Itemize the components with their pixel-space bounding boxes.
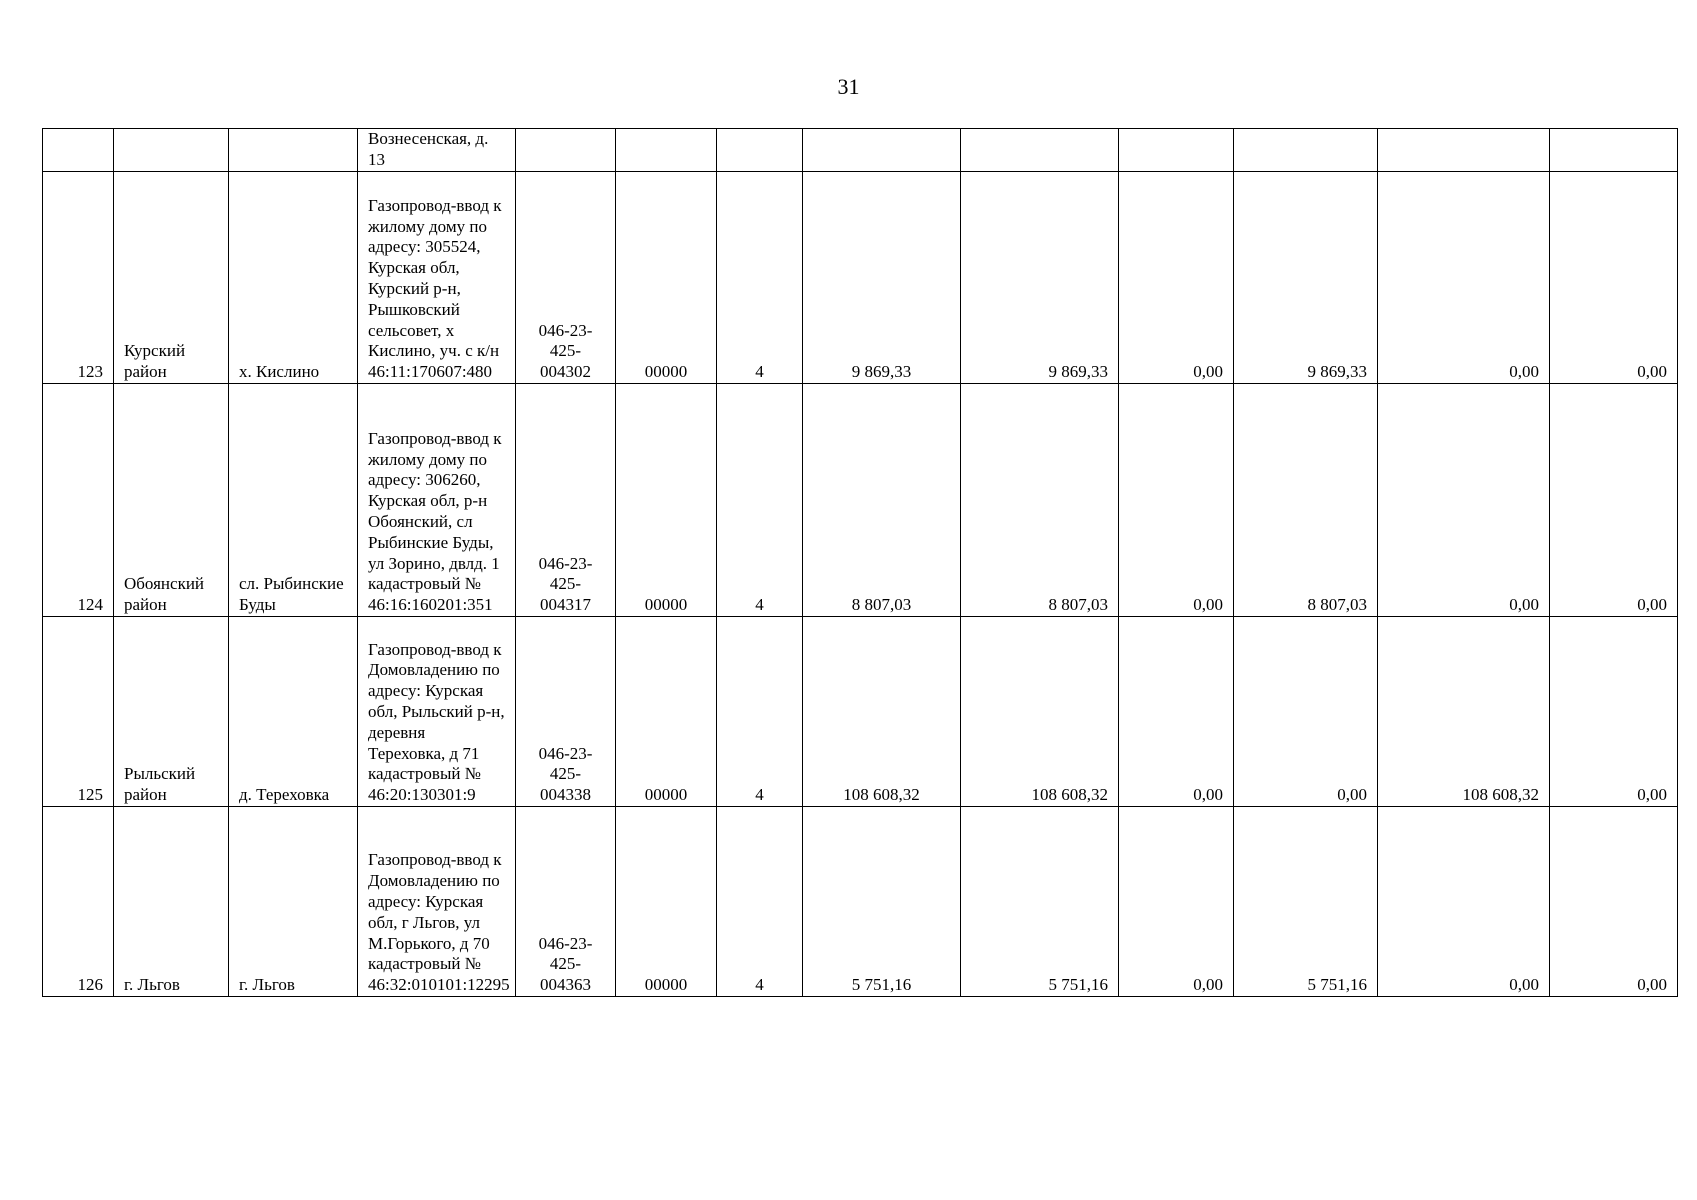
cell-col13: 0,00 [1550, 172, 1678, 384]
cell-description: Вознесенская, д. 13 [358, 129, 516, 172]
cell-locality: г. Льгов [229, 807, 358, 997]
cell-group [717, 129, 803, 172]
cell-col13: 0,00 [1550, 807, 1678, 997]
cell-total: 9 869,33 [803, 172, 961, 384]
cell-code: 046-23-425-004317 [516, 384, 616, 617]
table-row [43, 617, 1678, 807]
cell-col10: 0,00 [1119, 807, 1234, 997]
cell-num: 123 [43, 172, 114, 384]
page-number: 31 [837, 74, 860, 99]
cell-district [114, 129, 229, 172]
cell-code [516, 129, 616, 172]
cell-col12: 108 608,32 [1378, 617, 1550, 807]
cell-description: Газопровод-ввод к жилому дому по адресу: 305524, Курская обл, Курский р-н, Рышковский сельсовет, х Кислино, уч. с к/н 46:11:170607:480 [358, 172, 516, 384]
cell-code2: 00000 [616, 807, 717, 997]
cell-district: Рыльский район [114, 617, 229, 807]
cell-col12: 0,00 [1378, 172, 1550, 384]
cell-num [43, 129, 114, 172]
cell-col11: 5 751,16 [1234, 807, 1378, 997]
cell-col9 [961, 129, 1119, 172]
cell-col13 [1550, 129, 1678, 172]
cell-description: Газопровод-ввод к жилому дому по адресу: 306260, Курская обл, р-н Обоянский, сл Рыбинские Буды, ул Зорино, двлд. 1 кадастровый № 46:16:160201:351 [358, 384, 516, 617]
cell-col9: 108 608,32 [961, 617, 1119, 807]
cell-col12: 0,00 [1378, 807, 1550, 997]
cell-description: Газопровод-ввод к Домовладению по адресу: Курская обл, Рыльский р-н, деревня Тереховка, д 71 кадастровый № 46:20:130301:9 [358, 617, 516, 807]
cell-col12: 0,00 [1378, 384, 1550, 617]
cell-code: 046-23-425-004302 [516, 172, 616, 384]
cell-col12 [1378, 129, 1550, 172]
cell-col10: 0,00 [1119, 172, 1234, 384]
cell-col11 [1234, 129, 1378, 172]
cell-group: 4 [717, 384, 803, 617]
cell-locality: д. Тереховка [229, 617, 358, 807]
cell-col10: 0,00 [1119, 384, 1234, 617]
cell-code2: 00000 [616, 384, 717, 617]
registry-table [42, 128, 1678, 997]
cell-col9: 5 751,16 [961, 807, 1119, 997]
cell-group: 4 [717, 617, 803, 807]
cell-group: 4 [717, 807, 803, 997]
cell-locality: сл. Рыбинские Буды [229, 384, 358, 617]
cell-total: 8 807,03 [803, 384, 961, 617]
cell-description: Газопровод-ввод к Домовладению по адресу: Курская обл, г Льгов, ул М.Горького, д 70 кадастровый № 46:32:010101:12295 [358, 807, 516, 997]
cell-col11: 0,00 [1234, 617, 1378, 807]
cell-col13: 0,00 [1550, 384, 1678, 617]
cell-col9: 8 807,03 [961, 384, 1119, 617]
cell-code2 [616, 129, 717, 172]
cell-num: 126 [43, 807, 114, 997]
table-row [43, 384, 1678, 617]
cell-num: 125 [43, 617, 114, 807]
cell-total: 5 751,16 [803, 807, 961, 997]
cell-total: 108 608,32 [803, 617, 961, 807]
cell-code2: 00000 [616, 617, 717, 807]
cell-district: Курский район [114, 172, 229, 384]
cell-code: 046-23-425-004363 [516, 807, 616, 997]
cell-col11: 9 869,33 [1234, 172, 1378, 384]
cell-code: 046-23-425-004338 [516, 617, 616, 807]
cell-col9: 9 869,33 [961, 172, 1119, 384]
cell-group: 4 [717, 172, 803, 384]
cell-locality [229, 129, 358, 172]
cell-code2: 00000 [616, 172, 717, 384]
cell-col10: 0,00 [1119, 617, 1234, 807]
cell-num: 124 [43, 384, 114, 617]
cell-locality: х. Кислино [229, 172, 358, 384]
table-row-continuation [43, 129, 1678, 172]
cell-col10 [1119, 129, 1234, 172]
cell-col11: 8 807,03 [1234, 384, 1378, 617]
table-row [43, 172, 1678, 384]
cell-total [803, 129, 961, 172]
cell-district: Обоянский район [114, 384, 229, 617]
table-row [43, 807, 1678, 997]
cell-col13: 0,00 [1550, 617, 1678, 807]
cell-district: г. Льгов [114, 807, 229, 997]
